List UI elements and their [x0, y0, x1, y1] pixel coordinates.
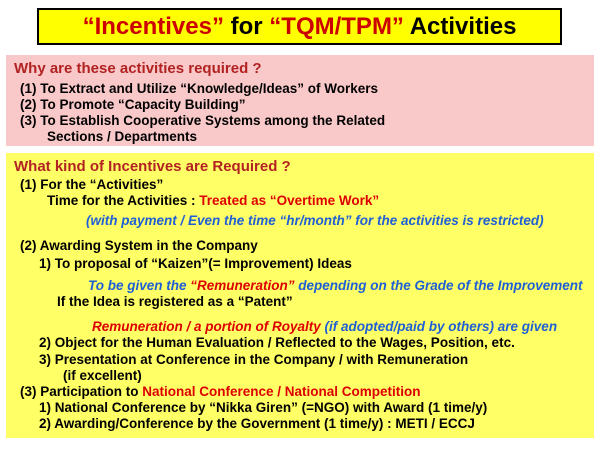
participation-prefix: (3) Participation to — [20, 384, 143, 399]
remuneration-suffix: depending on the Grade of the Improvement — [294, 278, 583, 293]
what-heading: What kind of Incentives are Required ? — [14, 158, 291, 175]
remuneration-note — [88, 278, 583, 294]
title-incentives: “Incentives” — [82, 13, 224, 40]
remuneration-prefix: To be given the — [88, 278, 191, 293]
why-heading: Why are these activities required ? — [14, 60, 262, 77]
awarding-system: (2) Awarding System in the Company — [20, 238, 258, 253]
overtime-text: Treated as “Overtime Work” — [199, 193, 380, 208]
title-tqm-tpm: “TQM/TPM” — [269, 13, 404, 40]
royalty-suffix: (if adopted/paid by others) are given — [320, 319, 558, 334]
kaizen-proposal: 1) To proposal of “Kaizen”(= Improvement) Ideas — [39, 256, 352, 271]
title-for: for — [223, 13, 270, 40]
presentation-conference: 3) Presentation at Conference in the Company / with Remuneration — [39, 352, 469, 367]
why-item-3: (3) To Establish Cooperative Systems among the Related — [20, 113, 386, 128]
royalty-line — [92, 319, 557, 335]
time-for-activities — [47, 193, 379, 209]
national-competition: National Conference / National Competition — [142, 384, 421, 399]
why-item-3-cont: Sections / Departments — [47, 129, 198, 144]
human-evaluation: 2) Object for the Human Evaluation / Reflected to the Wages, Position, etc. — [39, 335, 515, 350]
participation-line — [20, 384, 421, 400]
royalty-text: Remuneration / a portion of Royalty — [92, 319, 321, 334]
payment-note: (with payment / Even the time “hr/month” for the activities is restricted) — [86, 213, 544, 228]
slide-title — [37, 8, 562, 45]
title-activities: Activities — [403, 13, 517, 40]
if-excellent: (if excellent) — [63, 368, 142, 383]
for-activities: (1) For the “Activities” — [20, 177, 164, 192]
government-award: 2) Awarding/Conference by the Government (1 time/y) : METI / ECCJ — [39, 416, 475, 431]
why-item-2: (2) To Promote “Capacity Building” — [20, 97, 246, 112]
remuneration-word: “Remuneration” — [190, 278, 295, 293]
nikka-giren: 1) National Conference by “Nikka Giren” (=NGO) with Award (1 time/y) — [39, 400, 488, 415]
patent-line: If the Idea is registered as a “Patent” — [57, 294, 293, 309]
time-label: Time for the Activities : — [47, 193, 200, 208]
why-item-1: (1) To Extract and Utilize “Knowledge/Ideas” of Workers — [20, 81, 379, 96]
